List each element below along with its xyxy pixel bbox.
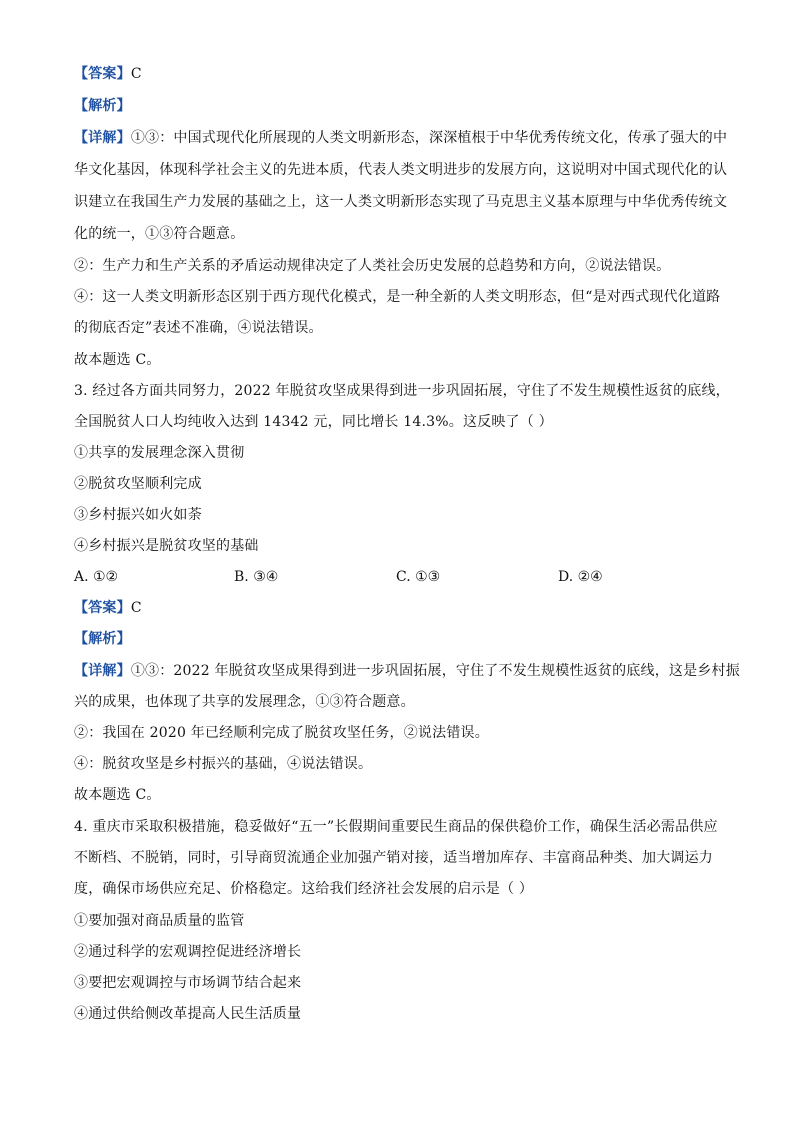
statement-item: ③乡村振兴如火如荼 (74, 507, 202, 523)
option-a: A. ①② (74, 569, 119, 585)
analysis-line (74, 629, 724, 649)
analysis-line (74, 96, 724, 116)
point-2-text: ②：生产力和生产关系的矛盾运动规律决定了人类社会历史发展的总趋势和方向，②说法错误。 (74, 258, 671, 274)
option-c: C. ①③ (396, 569, 441, 585)
detail-tag: 【详解】 (74, 130, 131, 146)
question-3-stem: 3. 经过各方面共同努力，2022 年脱贫攻坚成果得到进一步巩固拓展，守住了不发生规模性返贫的底线， (74, 383, 730, 399)
answer-line (74, 598, 724, 618)
answer-tag: 【答案】 (74, 600, 131, 616)
point-4-text: ④：脱贫攻坚是乡村振兴的基础，④说法错误。 (74, 756, 373, 772)
statement-item: ③要把宏观调控与市场调节结合起来 (74, 975, 302, 991)
question-4-stem: 不断档、不脱销，同时，引导商贸流通企业加强产销对接，适当增加库存、丰富商品种类、加大调运力 (74, 850, 713, 866)
statement-item: ④乡村振兴是脱贫攻坚的基础 (74, 538, 259, 554)
option-d: D. ②④ (558, 569, 603, 585)
detail-tag: 【详解】 (74, 663, 131, 679)
point-4-text: ④：这一人类文明新形态区别于西方现代化模式，是一种全新的人类文明形态，但“是对西式现代化道路 (74, 289, 721, 305)
detail-text: 识建立在我国生产力发展的基础之上，这一人类文明新形态实现了马克思主义基本原理与中华优秀传统文 (74, 194, 728, 210)
analysis-tag: 【解析】 (74, 631, 131, 647)
point-4-text: 的彻底否定”表述不准确，④说法错误。 (74, 320, 323, 336)
question-4-stem: 4. 重庆市采取积极措施，稳妥做好“五一”长假期间重要民生商品的保供稳价工作，确保生活必需品供应 (74, 819, 718, 835)
statement-item: ①共享的发展理念深入贯彻 (74, 445, 245, 461)
detail-text: ①③：2022 年脱贫攻坚成果得到进一步巩固拓展，守住了不发生规模性返贫的底线，这是乡村振 (130, 663, 740, 679)
detail-line (74, 661, 740, 681)
statement-item: ②脱贫攻坚顺利完成 (74, 476, 202, 492)
statement-item: ②通过科学的宏观调控促进经济增长 (74, 944, 302, 960)
question-4-stem: 度，确保市场供应充足、价格稳定。这给我们经济社会发展的启示是（ ） (74, 881, 534, 897)
detail-text: ①③：中国式现代化所展现的人类文明新形态，深深植根于中华优秀传统文化，传承了强大的中 (130, 130, 728, 146)
detail-line (74, 128, 728, 148)
point-2-text: ②：我国在 2020 年已经顺利完成了脱贫攻坚任务，②说法错误。 (74, 725, 489, 741)
statement-item: ④通过供给侧改革提高人民生活质量 (74, 1006, 302, 1022)
answer-value: C (130, 66, 142, 82)
conclusion-text: 故本题选 C。 (74, 787, 161, 803)
conclusion-text: 故本题选 C。 (74, 352, 161, 368)
answer-tag: 【答案】 (74, 66, 131, 82)
detail-text: 兴的成果，也体现了共享的发展理念，①③符合题意。 (74, 694, 415, 710)
detail-text: 化的统一，①③符合题意。 (74, 226, 245, 242)
question-3-stem: 全国脱贫人口人均纯收入达到 14342 元，同比增长 14.3%。这反映了（ ） (74, 414, 553, 430)
answer-value: C (130, 600, 142, 616)
detail-text: 华文化基因，体现科学社会主义的先进本质，代表人类文明进步的发展方向，这说明对中国式现代化的认 (74, 162, 728, 178)
option-b: B. ③④ (234, 569, 279, 585)
statement-item: ①要加强对商品质量的监管 (74, 913, 245, 929)
analysis-tag: 【解析】 (74, 98, 131, 114)
answer-line (74, 64, 724, 84)
